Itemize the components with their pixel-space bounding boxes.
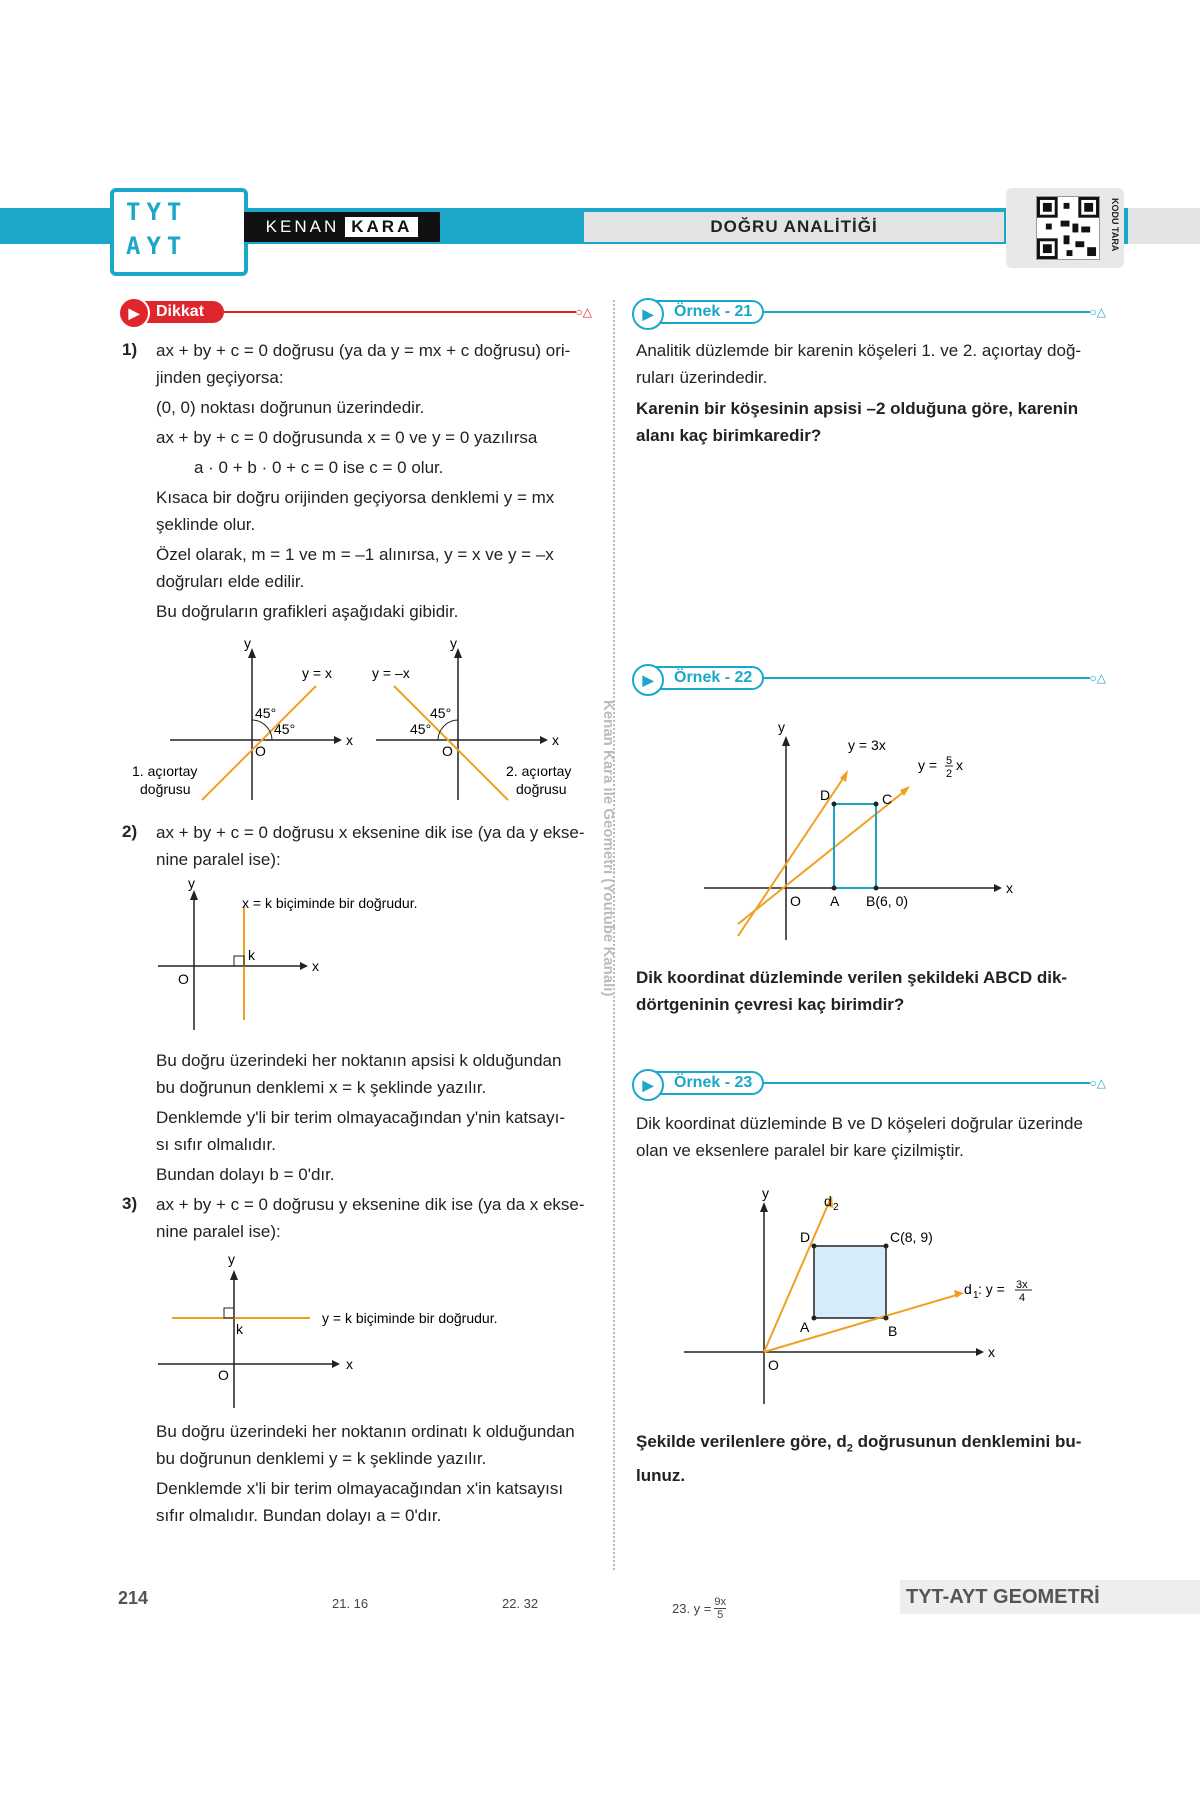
- fig3-o-label: O: [218, 1367, 229, 1383]
- footer-book-title: TYT-AYT GEOMETRİ: [900, 1580, 1200, 1614]
- dikkat-item-1: [156, 337, 596, 625]
- question-part: Şekilde verilenlere göre, d: [636, 1432, 847, 1451]
- fig22-eq2-right: x: [956, 757, 963, 773]
- fig23-d1-label: d: [964, 1281, 972, 1297]
- play-icon: ▶: [632, 664, 664, 696]
- answer-21: 21. 16: [332, 1596, 369, 1611]
- angle-label: 45°: [255, 705, 277, 721]
- text-line: Dik koordinat düzleminde B ve D köşeleri doğrular üzerinde: [636, 1114, 1083, 1133]
- text-line: Denklemde y'li bir terim olmayacağından y'nin katsayı-: [156, 1108, 565, 1127]
- author-last: KARA: [345, 217, 418, 237]
- answer-23-prefix: 23. y =: [672, 1601, 712, 1616]
- dikkat-item-3-body: [156, 1418, 596, 1529]
- text-line: ax + by + c = 0 doğrusu x eksenine dik ise (ya da y ekse-: [156, 823, 585, 842]
- text-line: nine paralel ise):: [156, 1222, 281, 1241]
- fig3-y-label: y: [228, 1252, 235, 1267]
- play-icon: ▶: [632, 298, 664, 330]
- answer-23-fraction: [714, 1596, 726, 1621]
- ornek22-label: Örnek - 22: [674, 669, 753, 686]
- bisector1-label: doğrusu: [140, 781, 191, 797]
- fig1-eq-yx: y = x: [302, 665, 332, 681]
- fig23-d1-eq: : y =: [978, 1281, 1005, 1297]
- bisector2-label: doğrusu: [516, 781, 567, 797]
- text-line: ax + by + c = 0 doğrusu y eksenine dik ise (ya da x ekse-: [156, 1195, 585, 1214]
- point-b-label: B(6, 0): [866, 893, 909, 909]
- text-line: sı sıfır olmalıdır.: [156, 1135, 276, 1154]
- item-number: 1): [122, 340, 138, 359]
- ornek21-header: [636, 300, 1106, 324]
- question-sub: 2: [846, 1442, 853, 1455]
- text-line: a · 0 + b · 0 + c = 0 ise c = 0 olur.: [194, 458, 444, 477]
- fig23-d2-label: d: [824, 1193, 832, 1209]
- answer-23-num: 9x: [714, 1596, 727, 1608]
- dikkat-rule: [224, 311, 575, 313]
- text-line: Denklemde x'li bir terim olmayacağından x'in katsayısı: [156, 1479, 564, 1498]
- ornek21-label: Örnek - 21: [674, 303, 753, 320]
- fig2-y-label: y: [188, 880, 195, 891]
- ornek23-header: [636, 1071, 1106, 1095]
- angle-label: 45°: [274, 721, 296, 737]
- dikkat-label: Dikkat: [156, 303, 205, 320]
- text-line: Bu doğruların grafikleri aşağıdaki gibidir.: [156, 602, 459, 621]
- dikkat-item-2-body: [156, 1047, 596, 1188]
- fig1-x-label: x: [346, 732, 353, 748]
- ornek23-label: Örnek - 23: [674, 1074, 753, 1091]
- fig1-eq-ymx: y = –x: [372, 665, 410, 681]
- answer-23: [672, 1596, 726, 1621]
- ornek22-pill: [636, 666, 764, 690]
- text-line: şeklinde olur.: [156, 515, 256, 534]
- point-a-label: A: [800, 1319, 810, 1335]
- header-right-band: [1128, 208, 1200, 244]
- point-c-label: C: [882, 791, 893, 807]
- answer-23-den: 5: [717, 1609, 724, 1621]
- point-d-label: D: [800, 1229, 811, 1245]
- fig1-y-label: y: [450, 635, 457, 651]
- ornek22-figure: [690, 720, 1030, 945]
- angle-label: 45°: [410, 721, 432, 737]
- bisector1-label: 1. açıortay: [132, 763, 198, 779]
- fig1-y-label: y: [244, 635, 251, 651]
- ornek23-figure: [680, 1186, 1040, 1406]
- question-part: doğrusunun denklemini bu-: [852, 1432, 1082, 1451]
- ornek21-body: [636, 337, 1112, 449]
- qr-label: KODU TARA: [1110, 198, 1120, 252]
- text-line: Bu doğru üzerindeki her noktanın apsisi k olduğundan: [156, 1051, 562, 1070]
- end-marker-icon: ○△: [1089, 1076, 1106, 1090]
- ornek22-header: [636, 666, 1106, 690]
- fig23-x-label: x: [988, 1344, 995, 1360]
- point-b-label: B: [888, 1323, 898, 1339]
- dikkat-item-3: [156, 1191, 596, 1245]
- fig22-eq2-den: 2: [946, 768, 953, 780]
- end-marker-icon: ○△: [1089, 671, 1106, 685]
- fig22-x-label: x: [1006, 880, 1013, 896]
- question-line: [636, 1428, 1112, 1462]
- text-line: ax + by + c = 0 doğrusunda x = 0 ve y = 0 yazılırsa: [156, 428, 538, 447]
- fig2-caption: x = k biçiminde bir doğrudur.: [242, 895, 418, 911]
- fig23-d1-sub: 1: [973, 1290, 979, 1301]
- ornek22-question: [636, 964, 1112, 1018]
- logo-ayt: AYT: [126, 232, 188, 260]
- text-line: doğruları elde edilir.: [156, 572, 305, 591]
- topic-title: DOĞRU ANALİTİĞİ: [584, 212, 1004, 242]
- item-number: 3): [122, 1194, 138, 1213]
- horizontal-line-figure: [150, 1252, 590, 1412]
- item-number: 2): [122, 822, 138, 841]
- fig23-y-label: y: [762, 1186, 769, 1201]
- question-line: dörtgeninin çevresi kaç birimdir?: [636, 995, 905, 1014]
- text-line: bu doğrunun denklemi y = k şeklinde yazılır.: [156, 1449, 487, 1468]
- dikkat-header: [122, 300, 592, 324]
- play-icon: ▶: [632, 1069, 664, 1101]
- fig2-o-label: O: [178, 971, 189, 987]
- ornek21-pill: [636, 300, 764, 324]
- text-line: Kısaca bir doğru orijinden geçiyorsa denklemi y = mx: [156, 488, 555, 507]
- point-a-label: A: [830, 893, 840, 909]
- vertical-line-figure: [150, 880, 590, 1030]
- bisector2-label: 2. açıortay: [506, 763, 572, 779]
- fig1-x-label: x: [552, 732, 559, 748]
- end-marker-icon: ○△: [1089, 305, 1106, 319]
- fig3-caption: y = k biçiminde bir doğrudur.: [322, 1310, 498, 1326]
- side-channel-text: Kenan Kara ile Geometri (Youtube Kanalı): [600, 700, 617, 997]
- qr-code-icon[interactable]: [1036, 196, 1100, 260]
- text-line: (0, 0) noktası doğrunun üzerindedir.: [156, 398, 425, 417]
- dikkat-pill: [122, 301, 224, 323]
- fig22-eq2-num: 5: [946, 755, 953, 767]
- fig1-o-label: O: [255, 743, 266, 759]
- play-icon: ▶: [118, 297, 150, 329]
- ornek23-body: [636, 1110, 1112, 1164]
- fig22-o-label: O: [790, 893, 801, 909]
- question-line: Dik koordinat düzleminde verilen şekildeki ABCD dik-: [636, 968, 1068, 987]
- fig22-eq1: y = 3x: [848, 737, 886, 753]
- text-line: bu doğrunun denklemi x = k şeklinde yazılır.: [156, 1078, 487, 1097]
- question-line: lunuz.: [636, 1466, 686, 1486]
- bisector-figure: [120, 630, 600, 810]
- text-line: nine paralel ise):: [156, 850, 281, 869]
- page-number: 214: [118, 1588, 149, 1608]
- question-line: alanı kaç birimkaredir?: [636, 426, 822, 445]
- text-line: Özel olarak, m = 1 ve m = –1 alınırsa, y = x ve y = –x: [156, 545, 554, 564]
- fig22-eq2-left: y =: [918, 757, 938, 773]
- text-line: Analitik düzlemde bir karenin köşeleri 1. ve 2. açıortay doğ-: [636, 341, 1082, 360]
- ornek23-question: [636, 1428, 1112, 1489]
- logo-tyt: TYT: [126, 198, 188, 226]
- fig23-o-label: O: [768, 1357, 779, 1373]
- fig2-x-label: x: [312, 958, 319, 974]
- author-name: [244, 212, 440, 242]
- fig3-k-label: k: [236, 1321, 243, 1337]
- ornek22-rule: [764, 677, 1089, 679]
- text-line: olan ve eksenlere paralel bir kare çizilmiştir.: [636, 1141, 964, 1160]
- fig2-k-label: k: [248, 947, 255, 963]
- text-line: Bundan dolayı b = 0'dır.: [156, 1165, 335, 1184]
- qr-panel: [1006, 188, 1124, 268]
- point-c-label: C(8, 9): [890, 1229, 933, 1245]
- text-line: sıfır olmalıdır. Bundan dolayı a = 0'dır.: [156, 1506, 442, 1525]
- ornek21-rule: [764, 311, 1089, 313]
- text-line: jinden geçiyorsa:: [156, 368, 284, 387]
- ornek23-rule: [764, 1082, 1089, 1084]
- end-marker-icon: ○△: [575, 305, 592, 319]
- tyt-ayt-logo: [110, 188, 248, 276]
- fig22-y-label: y: [778, 720, 785, 735]
- fig1-o-label: O: [442, 743, 453, 759]
- text-line: ax + by + c = 0 doğrusu (ya da y = mx + c doğrusu) ori-: [156, 341, 571, 360]
- text-line: ruları üzerindedir.: [636, 368, 768, 387]
- question-line: Karenin bir köşesinin apsisi –2 olduğuna göre, karenin: [636, 399, 1079, 418]
- point-d-label: D: [820, 787, 831, 803]
- fig23-d1-den: 4: [1019, 1292, 1026, 1304]
- dikkat-item-2: [156, 819, 596, 873]
- fig3-x-label: x: [346, 1356, 353, 1372]
- fig23-d1-num: 3x: [1016, 1279, 1028, 1291]
- answer-22: 22. 32: [502, 1596, 539, 1611]
- author-first: KENAN: [265, 217, 340, 236]
- fig23-d2-sub: 2: [833, 1202, 839, 1213]
- text-line: Bu doğru üzerindeki her noktanın ordinatı k olduğundan: [156, 1422, 575, 1441]
- ornek23-pill: [636, 1071, 764, 1095]
- angle-label: 45°: [430, 705, 452, 721]
